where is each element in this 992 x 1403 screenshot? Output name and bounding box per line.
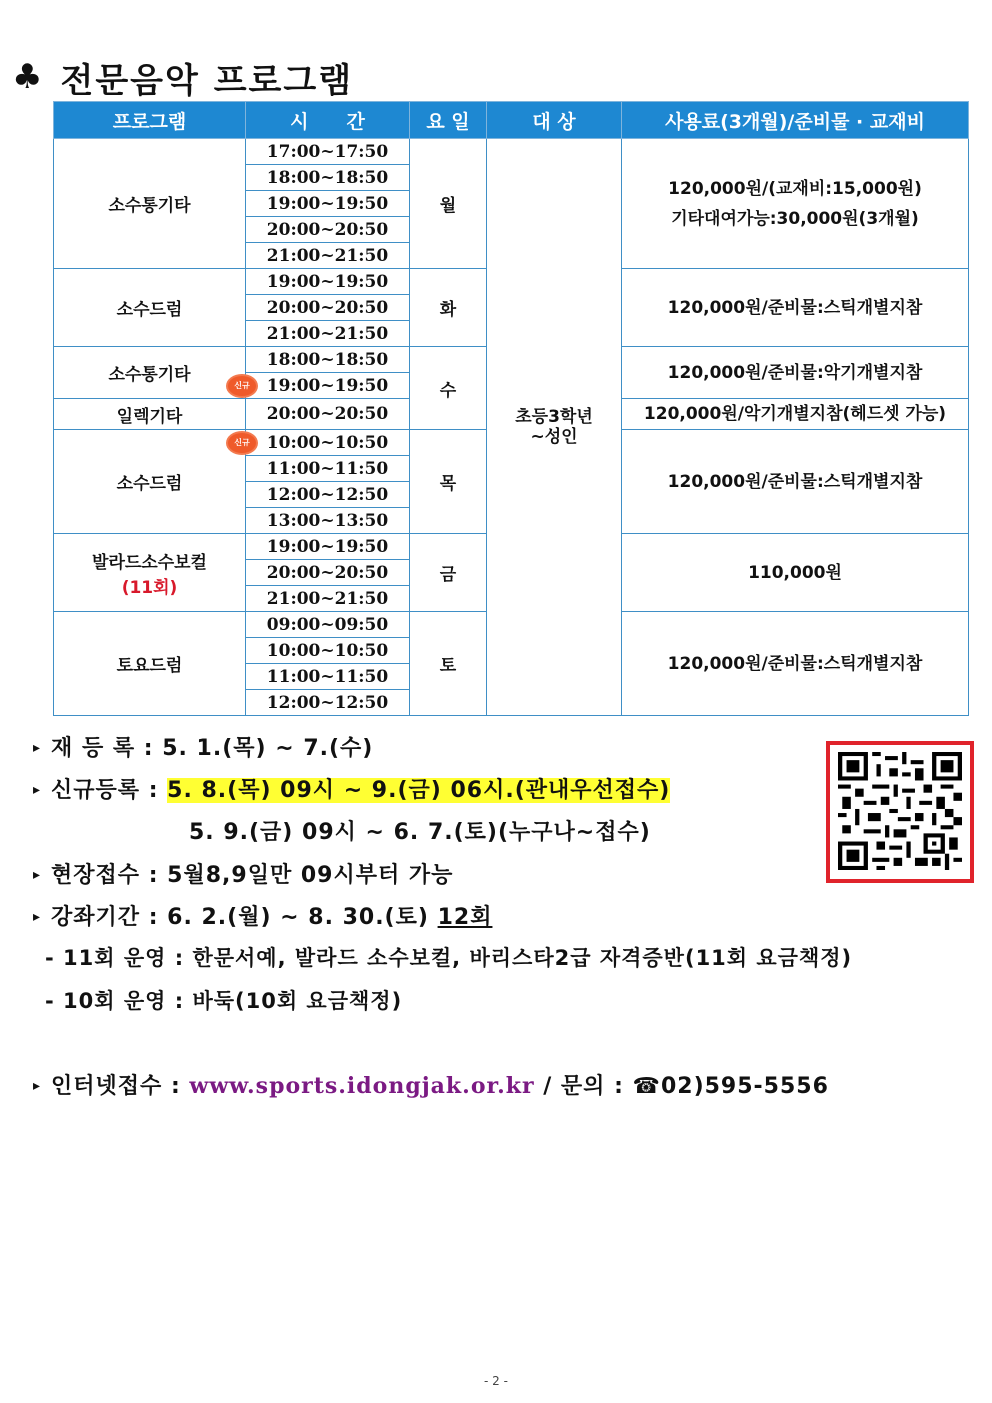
bullet-icon: ▸ bbox=[33, 782, 42, 798]
day-cell: 화 bbox=[410, 269, 487, 347]
bullet-icon: ▸ bbox=[33, 867, 42, 883]
time-cell: 11:00~11:50 bbox=[246, 664, 410, 690]
time-cell: 19:00~19:50 bbox=[246, 269, 410, 295]
bullet-icon: ▸ bbox=[33, 909, 42, 925]
program-cell: 소수드럼 bbox=[54, 269, 246, 347]
day-cell: 토 bbox=[410, 612, 487, 716]
header-target: 대 상 bbox=[487, 102, 622, 139]
header-fee: 사용료(3개월)/준비물 · 교재비 bbox=[622, 102, 969, 139]
website-link[interactable]: www.sports.idongjak.or.kr bbox=[189, 1073, 535, 1099]
program-cell: 소수통기타 bbox=[54, 139, 246, 269]
internet-registration-line bbox=[33, 1069, 829, 1100]
target-cell bbox=[487, 139, 622, 716]
program-session-count: (11회) bbox=[121, 577, 178, 598]
time-text: 19:00~19:50 bbox=[266, 375, 389, 396]
time-cell: 21:00~21:50 bbox=[246, 321, 410, 347]
header-time: 시 간 bbox=[246, 102, 410, 139]
time-cell: 12:00~12:50 bbox=[246, 690, 410, 716]
target-line: 초등3학년 bbox=[515, 407, 593, 427]
time-cell: 18:00~18:50 bbox=[246, 165, 410, 191]
course-period-line bbox=[33, 900, 492, 931]
new-registration-highlight: 5. 8.(목) 09시 ~ 9.(금) 06시.(관내우선접수) bbox=[167, 778, 671, 803]
time-cell: 10:00~10:50 bbox=[246, 638, 410, 664]
program-cell: 소수통기타 bbox=[54, 347, 246, 399]
period-text: 강좌기간 : 6. 2.(월) ~ 8. 30.(토) bbox=[51, 905, 438, 930]
program-cell: 토요드럼 bbox=[54, 612, 246, 716]
schedule-table bbox=[53, 101, 969, 716]
time-cell: 09:00~09:50 bbox=[246, 612, 410, 638]
page-number: - 2 - bbox=[484, 1374, 508, 1388]
header-day: 요 일 bbox=[410, 102, 487, 139]
program-name: 발라드소수보컬 bbox=[92, 552, 207, 573]
program-cell bbox=[54, 534, 246, 612]
fee-cell: 120,000원/준비물:스틱개별지참 bbox=[622, 612, 969, 716]
onsite-registration-line bbox=[33, 858, 453, 889]
program-cell: 일렉기타 bbox=[54, 399, 246, 430]
fee-cell: 120,000원/악기개별지참(헤드셋 가능) bbox=[622, 399, 969, 430]
internet-label: 인터넷접수 : bbox=[51, 1074, 190, 1099]
new-registration-label: 신규등록 : bbox=[51, 778, 168, 803]
time-cell: 19:00~19:50 bbox=[246, 191, 410, 217]
time-cell: 13:00~13:50 bbox=[246, 508, 410, 534]
table-header-row bbox=[54, 102, 969, 139]
day-cell: 금 bbox=[410, 534, 487, 612]
new-registration-line bbox=[33, 773, 670, 804]
fee-cell: 110,000원 bbox=[622, 534, 969, 612]
qr-code-icon bbox=[826, 741, 974, 883]
fee-cell: 120,000원/준비물:악기개별지참 bbox=[622, 347, 969, 399]
time-cell: 19:00~19:50 bbox=[246, 534, 410, 560]
time-cell: 17:00~17:50 bbox=[246, 139, 410, 165]
time-cell bbox=[234, 430, 410, 456]
page-title bbox=[12, 52, 353, 102]
table-row bbox=[54, 139, 969, 165]
time-cell: 20:00~20:50 bbox=[246, 295, 410, 321]
bullet-icon: ▸ bbox=[33, 740, 42, 756]
period-count: 12회 bbox=[437, 905, 493, 930]
time-cell: 11:00~11:50 bbox=[246, 456, 410, 482]
fee-line: 120,000원/(교재비:15,000원) bbox=[668, 178, 922, 199]
time-cell: 18:00~18:50 bbox=[246, 347, 410, 373]
day-cell: 수 bbox=[410, 347, 487, 430]
re-registration-text: 재 등 록 : 5. 1.(목) ~ 7.(수) bbox=[51, 736, 374, 761]
day-cell: 월 bbox=[410, 139, 487, 269]
club-icon: ♣ bbox=[12, 57, 45, 97]
title-text: 전문음악 프로그램 bbox=[60, 60, 354, 101]
time-cell: 12:00~12:50 bbox=[246, 482, 410, 508]
contact-text: / 문의 : ☎02)595-5556 bbox=[534, 1074, 829, 1099]
op11-line: - 11회 운영 : 한문서예, 발라드 소수보컬, 바리스타2급 자격증반(11회 요금책정) bbox=[45, 946, 853, 970]
day-cell: 목 bbox=[410, 430, 487, 534]
time-cell: 20:00~20:50 bbox=[246, 217, 410, 243]
qr-code-graphic bbox=[838, 752, 962, 870]
time-cell: 21:00~21:50 bbox=[246, 243, 410, 269]
bullet-icon: ▸ bbox=[33, 1078, 42, 1094]
new-badge: 신규 bbox=[228, 433, 256, 453]
op10-line: - 10회 운영 : 바둑(10회 요금책정) bbox=[45, 989, 403, 1013]
new-badge: 신규 bbox=[228, 376, 256, 396]
fee-cell: 120,000원/준비물:스틱개별지참 bbox=[622, 269, 969, 347]
target-line: ~성인 bbox=[530, 427, 578, 447]
time-text: 10:00~10:50 bbox=[266, 432, 389, 453]
program-cell: 소수드럼 bbox=[54, 430, 246, 534]
fee-line: 기타대여가능:30,000원(3개월) bbox=[671, 208, 919, 229]
time-cell: 20:00~20:50 bbox=[246, 560, 410, 586]
re-registration-line bbox=[33, 731, 373, 762]
onsite-text: 현장접수 : 5월8,9일만 09시부터 가능 bbox=[51, 863, 454, 888]
time-cell: 20:00~20:50 bbox=[246, 399, 410, 430]
header-program: 프로그램 bbox=[54, 102, 246, 139]
time-cell bbox=[234, 373, 410, 399]
new-registration-line-2: 5. 9.(금) 09시 ~ 6. 7.(토)(누구나~접수) bbox=[189, 820, 651, 845]
time-cell: 21:00~21:50 bbox=[246, 586, 410, 612]
fee-cell: 120,000원/준비물:스틱개별지참 bbox=[622, 430, 969, 534]
fee-cell bbox=[622, 139, 969, 269]
